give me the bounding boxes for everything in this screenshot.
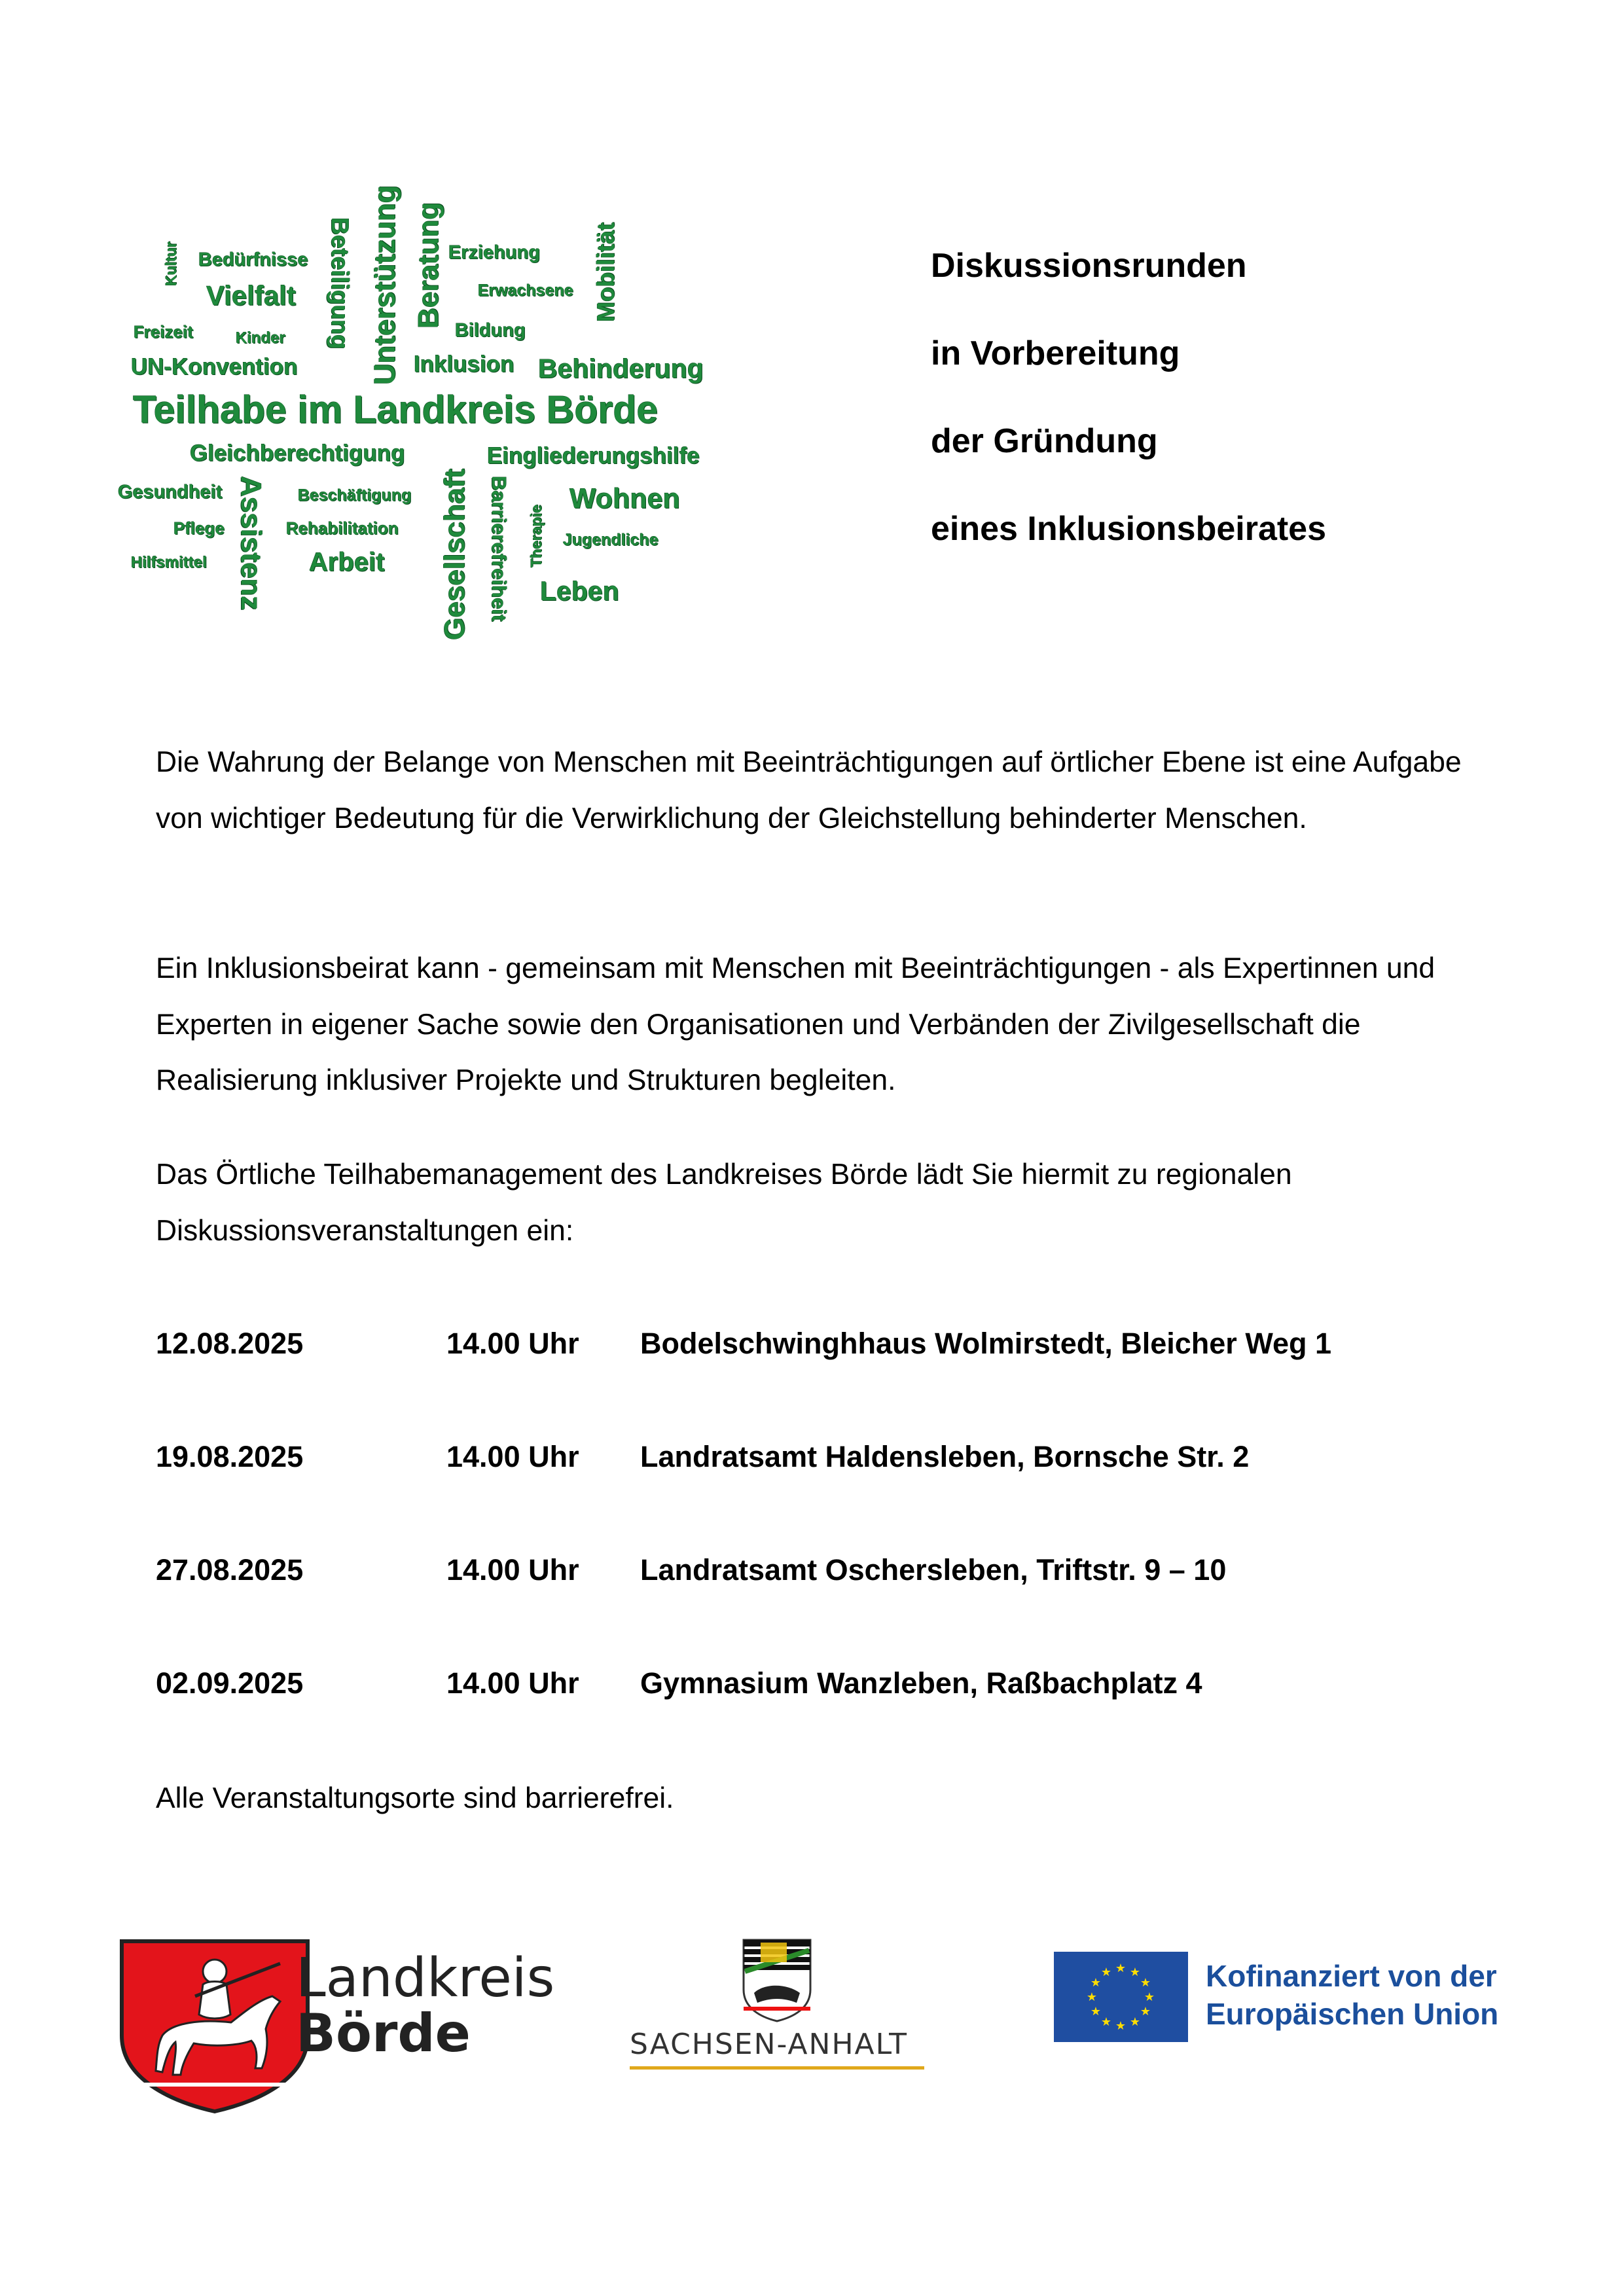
event-place: Gymnasium Wanzleben, Raßbachplatz 4 bbox=[640, 1666, 1202, 1700]
word-vielfalt: Vielfalt bbox=[206, 280, 296, 311]
eu-stars-icon bbox=[1054, 1952, 1188, 2042]
eu-logo-line-1: Kofinanziert von der bbox=[1206, 1959, 1497, 1993]
landkreis-logo-line-1: Landkreis bbox=[296, 1947, 555, 2009]
word-gleichberechtigung: Gleichberechtigung bbox=[190, 440, 405, 466]
word-mobilitaet: Mobilität bbox=[592, 222, 619, 322]
event-time: 14.00 Uhr bbox=[446, 1666, 579, 1700]
event-date: 12.08.2025 bbox=[156, 1327, 304, 1360]
sachsen-anhalt-logo-text: SACHSEN-ANHALT bbox=[630, 2028, 908, 2061]
svg-text:★: ★ bbox=[1100, 1965, 1112, 1979]
event-time: 14.00 Uhr bbox=[446, 1327, 579, 1360]
word-beratung: Beratung bbox=[412, 202, 444, 329]
word-jugendliche: Jugendliche bbox=[563, 531, 659, 549]
word-gesellschaft: Gesellschaft bbox=[439, 469, 471, 640]
sachsen-anhalt-shield-icon bbox=[741, 1937, 813, 2022]
word-assistenz: Assistenz bbox=[235, 476, 267, 611]
word-kultur: Kultur bbox=[162, 242, 179, 286]
svg-text:★: ★ bbox=[1129, 2015, 1141, 2029]
event-date: 02.09.2025 bbox=[156, 1666, 304, 1700]
accessibility-note: Alle Veranstaltungsorte sind barrierefrei. bbox=[156, 1782, 674, 1814]
word-therapie: Therapie bbox=[528, 505, 545, 567]
word-teilhabe-im-landkreis-boerde: Teilhabe im Landkreis Börde bbox=[133, 388, 659, 431]
eu-flag bbox=[1054, 1952, 1188, 2042]
word-barrierefreiheit: Barrierefreiheit bbox=[488, 476, 511, 622]
paragraph-2: Ein Inklusionsbeirat kann - gemeinsam mit Menschen mit Beeinträchtigungen - als Expertinnen und Experten in eigener Sache sowie den Organisationen und Verbänden der Zivilgesellschaft die Realisierung inklusiver Projekte und Strukturen begleiten. bbox=[156, 952, 1435, 1096]
svg-text:★: ★ bbox=[1140, 2005, 1151, 2018]
event-place: Landratsamt Haldensleben, Bornsche Str. 2 bbox=[640, 1440, 1250, 1473]
heading-line-1: Diskussionsrunden bbox=[931, 247, 1247, 285]
word-kinder: Kinder bbox=[236, 329, 286, 347]
word-bildung: Bildung bbox=[455, 320, 526, 341]
word-arbeit: Arbeit bbox=[309, 548, 385, 577]
event-time: 14.00 Uhr bbox=[446, 1440, 579, 1473]
svg-text:★: ★ bbox=[1090, 1976, 1102, 1990]
svg-text:★: ★ bbox=[1140, 1976, 1151, 1990]
word-erziehung: Erziehung bbox=[448, 242, 541, 263]
paragraph-3: Das Örtliche Teilhabemanagement des Landkreises Börde lädt Sie hiermit zu regionalen Diskussionsveranstaltungen ein: bbox=[156, 1158, 1292, 1247]
svg-text:★: ★ bbox=[1100, 2015, 1112, 2029]
paragraph-1: Die Wahrung der Belange von Menschen mit Beeinträchtigungen auf örtlicher Ebene ist eine Aufgabe von wichtiger Bedeutung für die Verwirklichung der Gleichstellung behinderter Menschen. bbox=[156, 746, 1462, 834]
event-time: 14.00 Uhr bbox=[446, 1553, 579, 1587]
heading-line-3: der Gründung bbox=[931, 422, 1158, 460]
svg-text:★: ★ bbox=[1115, 2019, 1127, 2033]
heading-line-2: in Vorbereitung bbox=[931, 334, 1180, 372]
word-un-konvention: UN-Konvention bbox=[131, 354, 298, 380]
word-erwachsene: Erwachsene bbox=[478, 281, 573, 300]
svg-text:★: ★ bbox=[1086, 1990, 1098, 2004]
word-pflege: Pflege bbox=[173, 518, 225, 538]
eu-logo-line-2: Europäischen Union bbox=[1206, 1997, 1499, 2031]
word-leben: Leben bbox=[540, 576, 619, 606]
event-date: 27.08.2025 bbox=[156, 1553, 304, 1587]
svg-text:★: ★ bbox=[1115, 1962, 1127, 1975]
landkreis-boerde-coat-of-arms bbox=[117, 1937, 313, 2114]
word-freizeit: Freizeit bbox=[134, 322, 194, 342]
event-date: 19.08.2025 bbox=[156, 1440, 304, 1473]
word-behinderung: Behinderung bbox=[538, 353, 704, 384]
word-hilfsmittel: Hilfsmittel bbox=[131, 554, 208, 571]
word-gesundheit: Gesundheit bbox=[118, 482, 223, 503]
event-place: Landratsamt Oschersleben, Triftstr. 9 – 10 bbox=[640, 1553, 1227, 1587]
heading-line-4: eines Inklusionsbeirates bbox=[931, 510, 1327, 548]
word-cloud bbox=[111, 157, 733, 681]
word-beduerfnisse: Bedürfnisse bbox=[198, 249, 308, 270]
word-unterstuetzung: Unterstützung bbox=[368, 185, 401, 385]
svg-text:★: ★ bbox=[1090, 2005, 1102, 2018]
svg-text:★: ★ bbox=[1144, 1990, 1155, 2004]
landkreis-shield-icon bbox=[117, 1937, 313, 2114]
word-wohnen: Wohnen bbox=[569, 483, 680, 514]
word-inklusion: Inklusion bbox=[414, 351, 514, 377]
event-place: Bodelschwinghhaus Wolmirstedt, Bleicher Weg 1 bbox=[640, 1327, 1332, 1360]
sachsen-anhalt-coat-of-arms bbox=[741, 1937, 813, 2022]
word-rehabilitation: Rehabilitation bbox=[286, 518, 399, 538]
word-eingliederungshilfe: Eingliederungshilfe bbox=[487, 443, 700, 469]
sachsen-anhalt-underline bbox=[630, 2066, 924, 2070]
word-beteiligung: Beteiligung bbox=[327, 217, 353, 350]
landkreis-logo-line-2: Börde bbox=[296, 2003, 471, 2064]
word-beschaeftigung: Beschäftigung bbox=[298, 486, 412, 505]
svg-text:★: ★ bbox=[1129, 1965, 1141, 1979]
